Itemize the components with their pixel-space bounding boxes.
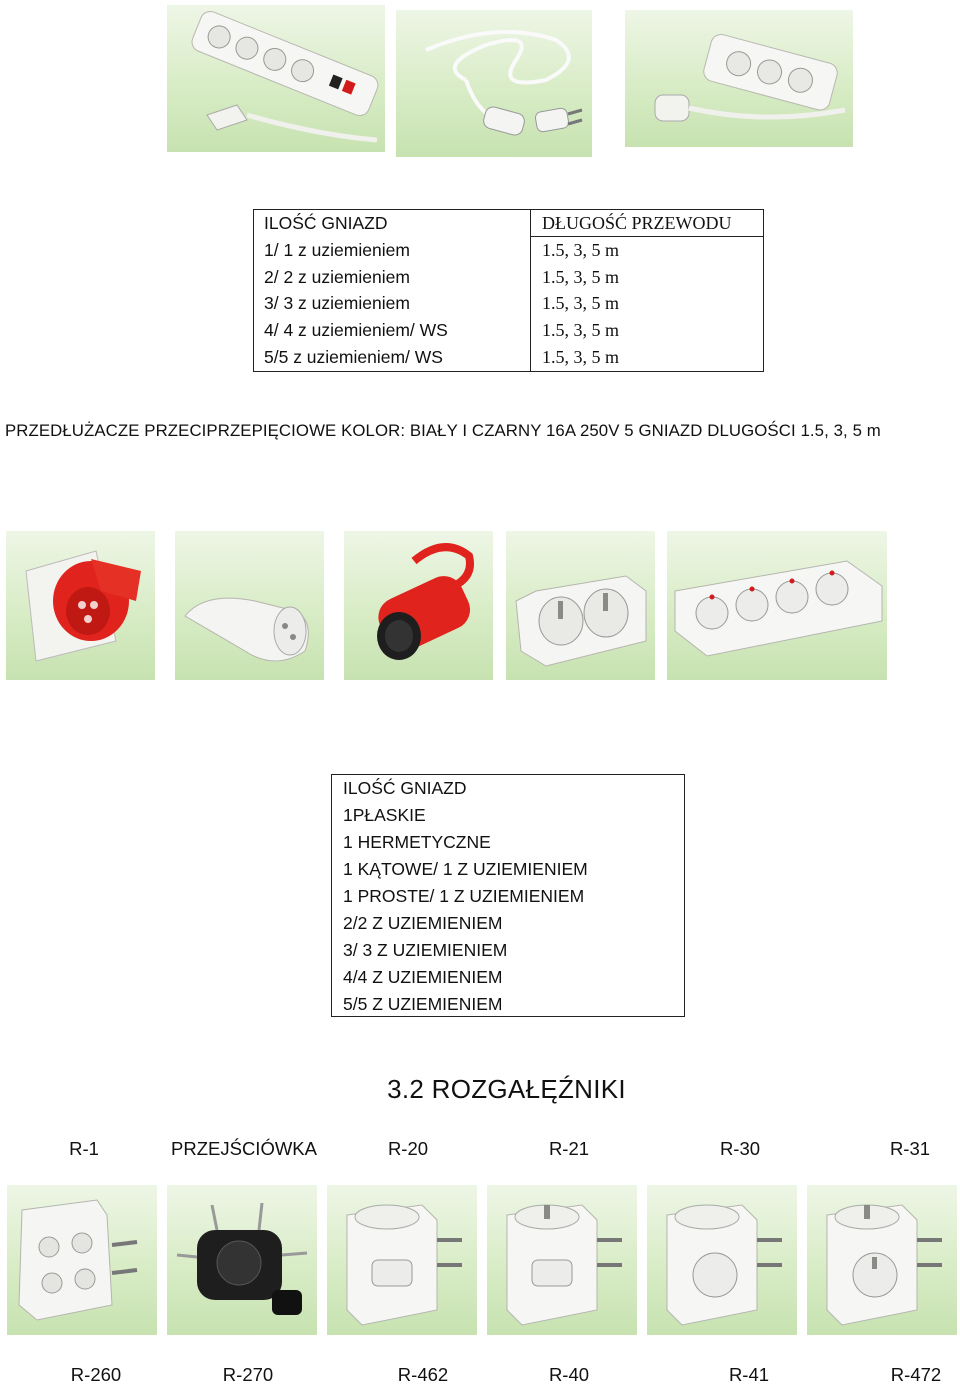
label-r-41: R-41 [728, 1364, 770, 1385]
table-cell: 1 HERMETYCZNE [343, 832, 491, 852]
table-cell: 1PŁASKIE [343, 805, 426, 825]
label-r-40: R-40 [548, 1364, 590, 1385]
table-cell: 5/5 z uziemieniem/ WS [264, 346, 443, 367]
label-r-260: R-260 [70, 1364, 122, 1385]
label-r-30: R-30 [719, 1138, 761, 1159]
table-cell: 1 KĄTOWE/ 1 Z UZIEMIENIEM [343, 859, 588, 879]
label-r-1: R-1 [69, 1138, 99, 1159]
table-cell: 1.5, 3, 5 m [542, 346, 620, 367]
photo-r-30 [647, 1185, 797, 1335]
photo-double-socket [506, 531, 655, 680]
photo-quad-socket [667, 531, 887, 680]
surge-extension-caption: PRZEDŁUŻACZE PRZECIPRZEPIĘCIOWE KOLOR: BIAŁY I CZARNY 16A 250V 5 GNIAZD DLUGOŚCI 1.5, 3, 5 m [5, 421, 881, 440]
table-divider [530, 210, 531, 371]
photo-przejsciowka [167, 1185, 317, 1335]
white-grounded-angle-splitter-icon [487, 1185, 637, 1335]
black-travel-adapter-icon [167, 1185, 317, 1335]
label-r-21: R-21 [548, 1138, 590, 1159]
table-cell: 1.5, 3, 5 m [542, 320, 620, 341]
socket-types-table [331, 774, 685, 1017]
triple-splitter-block-icon [7, 1185, 157, 1335]
white-quad-socket-icon [667, 531, 887, 680]
header-length: DŁUGOŚĆ PRZEWODU [542, 213, 732, 233]
white-angle-splitter-icon [327, 1185, 477, 1335]
table-cell: 4/4 Z UZIEMIENIEM [343, 967, 503, 987]
label-r-20: R-20 [387, 1138, 429, 1159]
label-r-462: R-462 [397, 1364, 449, 1385]
photo-industrial-socket [6, 531, 155, 680]
table-cell: 1.5, 3, 5 m [542, 266, 620, 287]
photo-hermetic-socket [344, 531, 493, 680]
label-r-270: R-270 [222, 1364, 274, 1385]
photo-flat-socket [175, 531, 324, 680]
red-hermetic-socket-icon [344, 531, 493, 680]
table-cell: 4/ 4 z uziemieniem/ WS [264, 320, 448, 341]
table-cell: 1.5, 3, 5 m [542, 293, 620, 314]
photo-white-cord [396, 10, 592, 157]
photo-r-20 [327, 1185, 477, 1335]
label-r-31: R-31 [889, 1138, 931, 1159]
photo-r-1 [7, 1185, 157, 1335]
header-sockets: ILOŚĆ GNIAZD [264, 213, 388, 233]
table-cell: 2/ 2 z uziemieniem [264, 266, 410, 287]
table-cell: 1/ 1 z uziemieniem [264, 239, 410, 260]
sockets-column [264, 210, 448, 371]
socket-cord-length-table [253, 209, 764, 372]
label-r-472: R-472 [890, 1364, 942, 1385]
power-strip-3-socket-icon [625, 10, 853, 147]
section-title: 3.2 ROZGAŁĘŹNIKI [387, 1074, 626, 1104]
photo-r-21 [487, 1185, 637, 1335]
length-column [542, 210, 732, 371]
power-strip-4-socket-with-switch-icon [167, 5, 385, 152]
header-sockets: ILOŚĆ GNIAZD [343, 778, 467, 798]
table-cell: 3/ 3 Z UZIEMIENIEM [343, 940, 508, 960]
white-grounded-round-splitter-icon [807, 1185, 957, 1335]
photo-power-strip-3-socket [625, 10, 853, 147]
red-industrial-socket-icon [6, 531, 155, 680]
table-cell: 3/ 3 z uziemieniem [264, 293, 410, 314]
white-cord-with-plug-icon [396, 10, 592, 157]
white-round-splitter-icon [647, 1185, 797, 1335]
photo-r-31 [807, 1185, 957, 1335]
table-cell: 2/2 Z UZIEMIENIEM [343, 913, 503, 933]
photo-power-strip-4-socket [167, 5, 385, 152]
table-cell: 1 PROSTE/ 1 Z UZIEMIENIEM [343, 886, 585, 906]
white-flat-socket-icon [175, 531, 324, 680]
white-double-socket-icon [506, 531, 655, 680]
table-cell: 1.5, 3, 5 m [542, 239, 620, 260]
socket-types-list [343, 775, 588, 1018]
table-cell: 5/5 Z UZIEMIENIEM [343, 994, 503, 1014]
label-przejsciowka: PRZEJŚCIÓWKA [171, 1138, 317, 1159]
